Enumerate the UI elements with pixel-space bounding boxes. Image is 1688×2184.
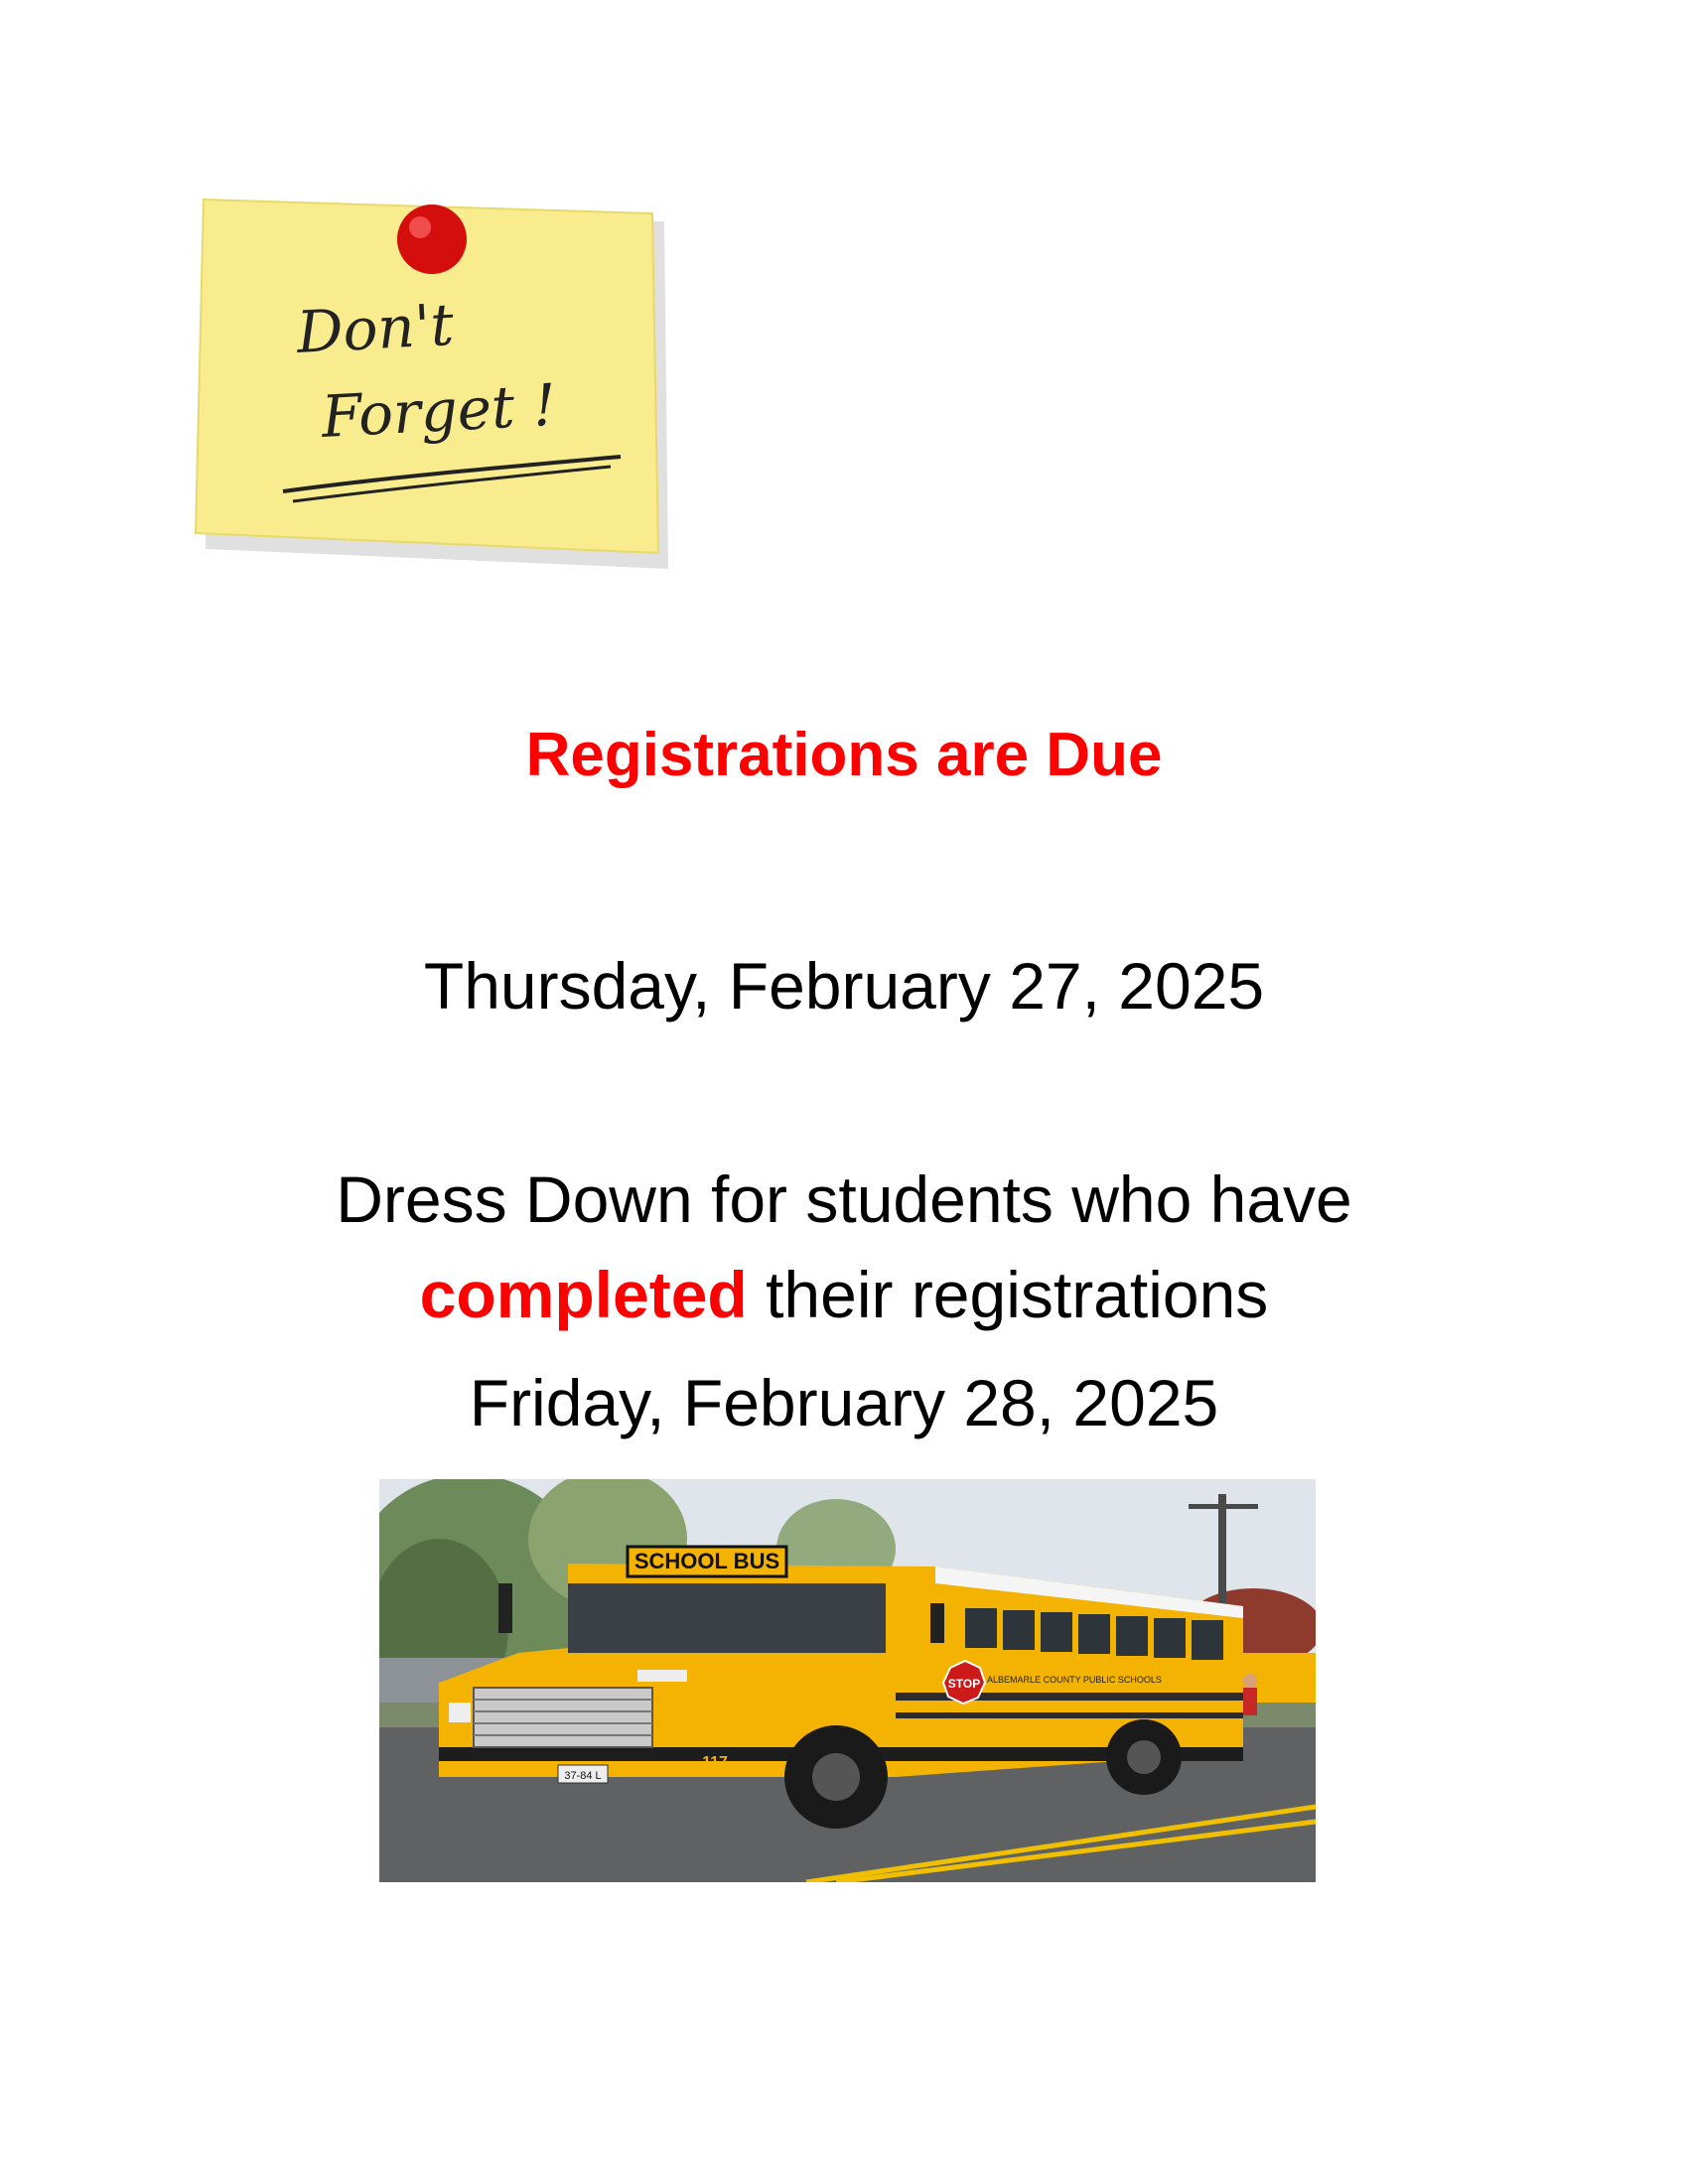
completed-emphasis: completed	[419, 1258, 748, 1331]
license-plate: 37-84 L	[564, 1770, 602, 1782]
note-line-2: Forget !	[320, 370, 558, 451]
bus-sign-text: SCHOOL BUS	[633, 1549, 780, 1573]
dont-forget-note-graphic	[194, 194, 670, 571]
school-bus-photo	[379, 1479, 1316, 1882]
bus-number: 117	[702, 1754, 728, 1771]
bus-side-text: ALBEMARLE COUNTY PUBLIC SCHOOLS	[987, 1675, 1162, 1685]
registrations-heading: Registrations are Due	[525, 721, 1163, 789]
dress-down-date: Friday, February 28, 2025	[469, 1366, 1219, 1439]
due-date: Thursday, February 27, 2025	[423, 949, 1265, 1023]
dress-down-line-1: Dress Down for students who have	[336, 1162, 1352, 1236]
dress-down-text	[0, 1152, 1688, 1342]
dress-down-line-2	[0, 1247, 1688, 1342]
note-line-1: Don't	[295, 290, 456, 366]
red-pin-icon	[397, 205, 467, 274]
dress-down-line-2-rest: their registrations	[747, 1258, 1269, 1331]
stop-sign-text: STOP	[947, 1677, 981, 1691]
